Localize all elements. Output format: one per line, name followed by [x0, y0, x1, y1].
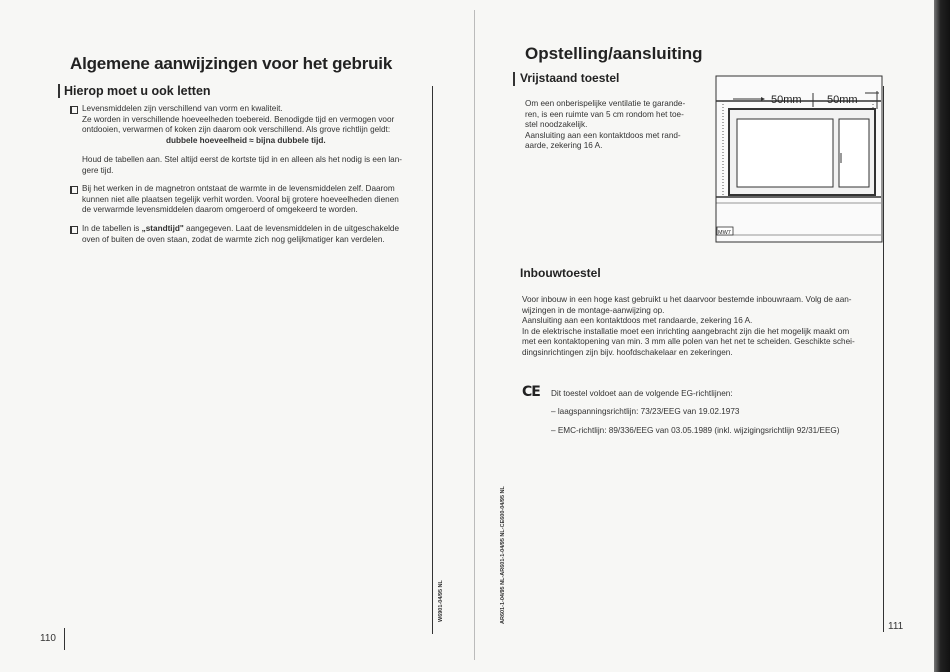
text-line: Ze worden in verschillende hoeveelheden toebereid. Benodigde tijd en vermogen voor [82, 114, 395, 124]
section-vrijstaand-text [525, 99, 710, 152]
page-number: 110 [40, 633, 56, 644]
bullet-3 [82, 224, 432, 245]
document-code: AR601-1-04/95 NL-AR601-1-04/95 NL-CE600-04/95 NL [500, 486, 506, 624]
subtitle-marker [513, 72, 515, 86]
text-line: aarde, zekering 16 A. [525, 141, 603, 151]
text-line: gere tijd. [82, 165, 114, 175]
section-inbouw-text [522, 295, 882, 359]
clearance-label-1: 50mm [771, 94, 802, 106]
left-column-rule [432, 86, 433, 634]
subtitle-marker [58, 84, 60, 98]
text-line: In de elektrische installatie moet een inrichting aangebracht zijn die het mogelijk maakt om [522, 326, 850, 336]
page-title-right: Opstelling/aansluiting [525, 44, 703, 63]
text-line: oven of buiten de oven staan, zodat de warmte zich nog gelijkmatiger kan verdelen. [82, 234, 385, 244]
document-code: W6901-04/95 NL [438, 580, 444, 622]
text-line: kunnen niet alle plaatsen tegelijk verhit worden. Vooral bij grotere hoeveelheden dienen [82, 194, 399, 204]
text-line: dingsinrichtingen zijn bijv. hoofdschakelaar en zekeringen. [522, 347, 733, 357]
text-line: Levensmiddelen zijn verschillend van vorm en kwaliteit. [82, 104, 283, 113]
right-column-rule [883, 86, 884, 632]
text-line: ontdooien, verwarmen of koken zijn daarom ook verschillend. Als grove richtlijn geldt: [82, 125, 391, 135]
text-line: met een kontaktopening van min. 3 mm alle polen van het net te scheiden. Geschikte schei- [522, 337, 855, 347]
oven-clearance-illustration [715, 75, 883, 243]
bullet-2 [82, 184, 432, 216]
text-line [82, 224, 432, 235]
page-number-right: 111 [888, 621, 904, 632]
text-line: stel noodzakelijk. [525, 120, 588, 130]
section-inbouw-title: Inbouwtoestel [520, 266, 601, 280]
emphasis-line: dubbele hoeveelheid ≈ bijna dubbele tijd. [166, 135, 326, 145]
text-line: Aansluiting aan een kontaktdoos met randaarde, zekering 16 A. [522, 316, 753, 326]
ventilation-diagram [715, 75, 883, 243]
page-spine [474, 10, 475, 660]
page-title: Algemene aanwijzingen voor het gebruik [70, 54, 393, 73]
paragraph [82, 155, 432, 176]
text-line: Voor inbouw in een hoge kast gebruikt u het daarvoor bestemde inbouwraam. Volg de aan- [522, 295, 852, 304]
bullet-1 [82, 104, 432, 146]
text-line: de verwarmde levensmiddelen daarom omgeroerd of omgekeerd te worden. [82, 205, 358, 215]
text-span: In de tabellen is [82, 224, 142, 233]
clearance-label-2: 50mm [827, 94, 858, 106]
text-line: Houd de tabellen aan. Stel altijd eerst de kortste tijd in en alleen als het nodig is een lan- [82, 155, 402, 164]
text-line: wijzingen in de montage-aanwijzing op. [522, 305, 665, 315]
left-page-number-rule [64, 628, 65, 650]
text-line: ren, is een ruimte van 5 cm rondom het toe- [525, 109, 684, 119]
ce-statement: Dit toestel voldoet aan de volgende EG-richtlijnen: [551, 389, 733, 398]
text-line: Aansluiting aan een kontaktdoos met rand- [525, 130, 681, 140]
scan-edge [934, 0, 950, 672]
directive-line: – laagspanningsrichtlijn: 73/23/EEG van 19.02.1973 [551, 407, 740, 416]
directive-line: – EMC-richtlijn: 89/336/EEG van 03.05.1989 (inkl. wijzigingsrichtlijn 92/31/EEG) [551, 426, 840, 435]
section-vrijstaand-title: Vrijstaand toestel [520, 71, 620, 85]
text-line: Om een onberispelijke ventilatie te garande- [525, 99, 686, 108]
diagram-tag: MW7 [718, 230, 731, 236]
bullet-box-icon [70, 226, 78, 234]
bullet-box-icon [70, 106, 78, 114]
bullet-box-icon [70, 186, 78, 194]
text-span: aangegeven. Laat de levensmiddelen in de uitgeschakelde [183, 224, 400, 233]
standtijd-term: „standtijd" [141, 224, 184, 233]
section-subtitle: Hierop moet u ook letten [64, 84, 211, 98]
text-line: Bij het werken in de magnetron ontstaat de warmte in de levensmiddelen zelf. Daarom [82, 184, 395, 193]
ce-mark-icon: CE [522, 384, 540, 400]
